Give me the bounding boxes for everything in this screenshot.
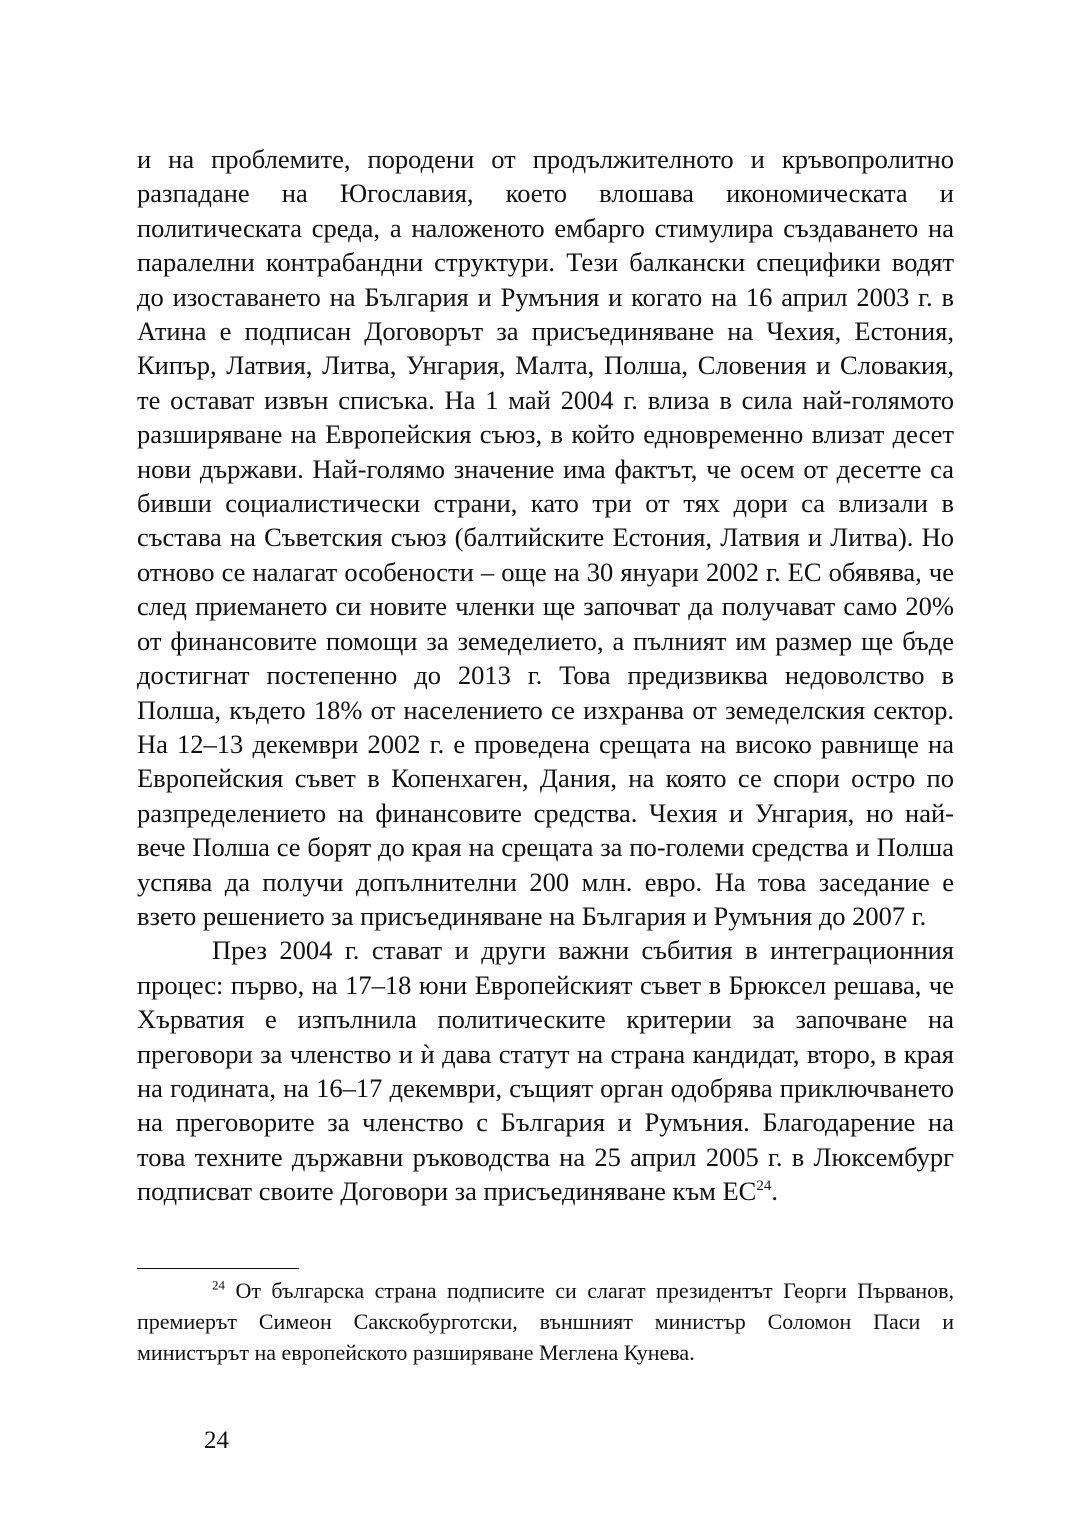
footnote-separator (137, 1268, 299, 1269)
footnote-reference[interactable]: 24 (756, 1178, 772, 1195)
footnote-text: От българска страна подписите си слагат президентът Георги Първанов, премиерът Симеон Сакскобурготски, външният министър Соломон Паси и министърът на европейското разширяване Меглена Кунева. (137, 1278, 954, 1365)
paragraph-2-text: През 2004 г. стават и други важни събития в интеграционния процес: първо, на 17–18 юни Европейският съвет в Брюксел решава, че Хърватия е изпълнила политическите критерии за започване на преговори за членство и ѝ дава статут на страна кандидат, второ, в края на годината, на 16–17 декември, същият орган одобрява приключването на преговорите за членство с България и Румъния. Благодарение на това техните държавни ръководства на 25 април 2005 г. в Люксембург подписват своите Договори за присъединяване към ЕС (137, 935, 954, 1207)
paragraph-1: и на проблемите, породени от продължителното и кръвопролитно разпадане на Югославия, което влошава икономическата и политическата среда, а наложеното ембарго стимулира създаването на паралелни контрабандни структури. Тези балкански специфики водят до изоставането на България и Румъния и когато на 16 април 2003 г. в Атина е подписан Договорът за присъединяване на Чехия, Естония, Кипър, Латвия, Литва, Унгария, Малта, Полша, Словения и Словакия, те остават извън списъка. На 1 май 2004 г. влиза в сила най-голямото разширяване на Европейския съюз, в който едновременно влизат десет нови държави. Най-голямо значение има фактът, че осем от десетте са бивши социалистически страни, като три от тях дори са влизали в състава на Съветския съюз (балтийските Естония, Латвия и Литва). Но отново се налагат особености – още на 30 януари 2002 г. ЕС обявява, че след приемането си новите членки ще започват да получават само 20% от финансовите помощи за земеделието, а пълният им размер ще бъде достигнат постепенно до 2013 г. Това предизвиква недоволство в Полша, където 18% от населението се изхранва от земеделския сектор. На 12–13 декември 2002 г. е проведена срещата на високо равнище на Европейския съвет в Копенхаген, Дания, на която се спори остро по разпределението на финансовите средства. Чехия и Унгария, но най-вече Полша се борят до края на срещата за по-големи средства и Полша успява да получи допълнителни 200 млн. евро. На това заседание е взето решението за присъединяване на България и Румъния до 2007 г. (137, 144, 954, 931)
footnote-marker: 24 (212, 1277, 225, 1293)
paragraph-2: През 2004 г. стават и други важни събития в интеграционния процес: първо, на 17–18 юни Европейският съвет в Брюксел решава, че Хърватия е изпълнила политическите критерии за започване на преговори за членство и ѝ дава статут на страна кандидат, второ, в края на годината, на 16–17 декември, същият орган одобрява приключването на преговорите за членство с България и Румъния. Благодарение на това техните държавни ръководства на 25 април 2005 г. в Люксембург подписват своите Договори за присъединяване към ЕС$^{24}$. (137, 935, 954, 1207)
page-number: 24 (204, 1427, 229, 1454)
footnote (137, 1275, 954, 1368)
body-text (137, 142, 954, 1209)
